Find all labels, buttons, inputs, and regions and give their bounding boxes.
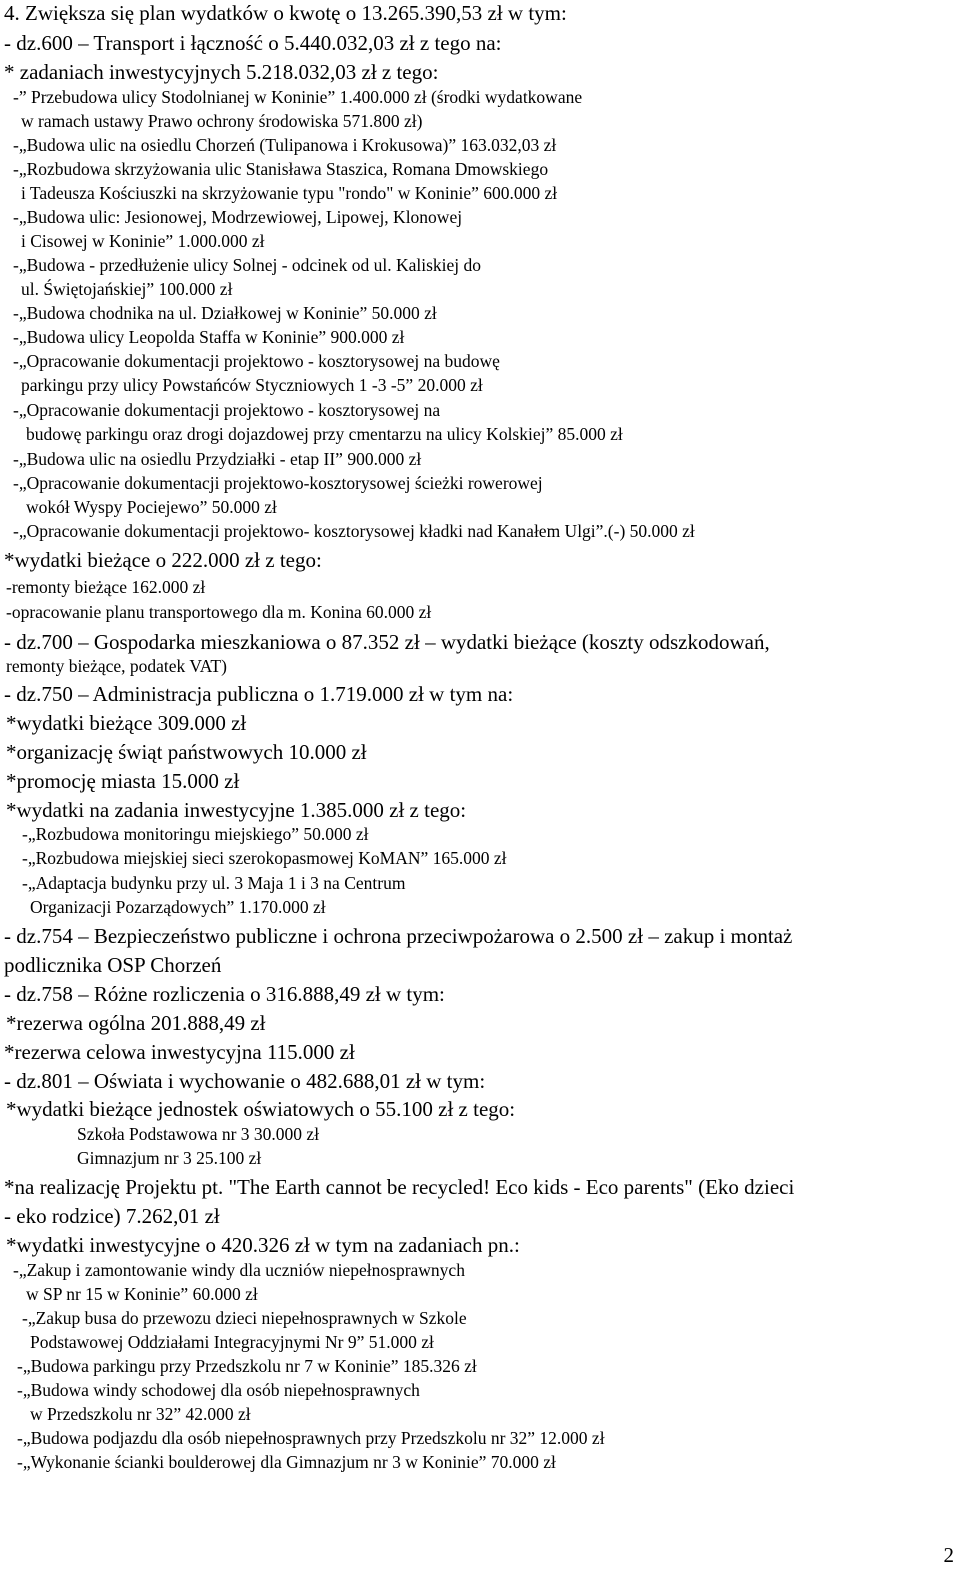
text-line: w ramach ustawy Prawo ochrony środowiska 571.800 zł) bbox=[21, 111, 423, 131]
text-line: w Przedszkolu nr 32” 42.000 zł bbox=[30, 1404, 251, 1424]
text-line: -„Budowa parkingu przy Przedszkolu nr 7 w Koninie” 185.326 zł bbox=[17, 1356, 477, 1376]
text-line: 4. Zwiększa się plan wydatków o kwotę o 13.265.390,53 zł w tym: bbox=[4, 1, 567, 25]
text-line: -„Adaptacja budynku przy ul. 3 Maja 1 i 3 na Centrum bbox=[22, 873, 406, 893]
text-line: i Tadeusza Kościuszki na skrzyżowanie typu "rondo" w Koninie” 600.000 zł bbox=[21, 183, 558, 203]
text-line: -„Budowa podjazdu dla osób niepełnosprawnych przy Przedszkolu nr 32” 12.000 zł bbox=[17, 1428, 605, 1448]
text-line: *wydatki bieżące o 222.000 zł z tego: bbox=[4, 548, 322, 572]
text-line: - dz.750 – Administracja publiczna o 1.719.000 zł w tym na: bbox=[4, 682, 514, 706]
text-line: parkingu przy ulicy Powstańców Styczniowych 1 -3 -5” 20.000 zł bbox=[21, 375, 483, 395]
text-line: -„Budowa ulic na osiedlu Chorzeń (Tulipanowa i Krokusowa)” 163.032,03 zł bbox=[13, 135, 557, 155]
text-line: *wydatki inwestycyjne o 420.326 zł w tym na zadaniach pn.: bbox=[6, 1233, 520, 1257]
text-line: *promocję miasta 15.000 zł bbox=[6, 769, 240, 793]
text-line: -remonty bieżące 162.000 zł bbox=[6, 577, 206, 597]
text-line: *organizację świąt państwowych 10.000 zł bbox=[6, 740, 367, 764]
text-line: *rezerwa celowa inwestycyjna 115.000 zł bbox=[4, 1040, 355, 1064]
text-line: -„Rozbudowa skrzyżowania ulic Stanisława Staszica, Romana Dmowskiego bbox=[13, 159, 549, 179]
text-line: -„Budowa chodnika na ul. Działkowej w Koninie” 50.000 zł bbox=[13, 303, 437, 323]
text-line: - dz.801 – Oświata i wychowanie o 482.688,01 zł w tym: bbox=[4, 1069, 486, 1093]
text-line: -„Zakup busa do przewozu dzieci niepełnosprawnych w Szkole bbox=[22, 1308, 467, 1328]
text-line: *wydatki bieżące jednostek oświatowych o 55.100 zł z tego: bbox=[6, 1097, 516, 1121]
text-line: -„Opracowanie dokumentacji projektowo- kosztorysowej kładki nad Kanałem Ulgi”.(-) 50.000 zł bbox=[13, 521, 695, 541]
text-line: -„Budowa ulicy Leopolda Staffa w Koninie” 900.000 zł bbox=[13, 327, 405, 347]
text-line: Podstawowej Oddziałami Integracyjnymi Nr 9” 51.000 zł bbox=[30, 1332, 434, 1352]
text-line: podlicznika OSP Chorzeń bbox=[4, 953, 222, 977]
text-line: - dz.600 – Transport i łączność o 5.440.032,03 zł z tego na: bbox=[4, 31, 502, 55]
text-line: -„Opracowanie dokumentacji projektowo-kosztorysowej ścieżki rowerowej bbox=[13, 473, 543, 493]
text-line: -„Wykonanie ścianki boulderowej dla Gimnazjum nr 3 w Koninie” 70.000 zł bbox=[17, 1452, 556, 1472]
text-line: Szkoła Podstawowa nr 3 30.000 zł bbox=[77, 1124, 320, 1144]
text-line: -opracowanie planu transportowego dla m. Konina 60.000 zł bbox=[6, 602, 432, 622]
text-line: - dz.758 – Różne rozliczenia o 316.888,49 zł w tym: bbox=[4, 982, 445, 1006]
text-line: *rezerwa ogólna 201.888,49 zł bbox=[6, 1011, 266, 1035]
text-line: Organizacji Pozarządowych” 1.170.000 zł bbox=[30, 897, 326, 917]
text-line: - eko rodzice) 7.262,01 zł bbox=[4, 1204, 220, 1228]
text-line: -„Zakup i zamontowanie windy dla uczniów niepełnosprawnych bbox=[13, 1260, 465, 1280]
text-line: -„Budowa ulic na osiedlu Przydziałki - etap II” 900.000 zł bbox=[13, 449, 422, 469]
text-line: -„Rozbudowa monitoringu miejskiego” 50.000 zł bbox=[22, 824, 369, 844]
text-line: i Cisowej w Koninie” 1.000.000 zł bbox=[21, 231, 265, 251]
text-line: w SP nr 15 w Koninie” 60.000 zł bbox=[26, 1284, 258, 1304]
text-line: Gimnazjum nr 3 25.100 zł bbox=[77, 1148, 262, 1168]
text-line: - dz.700 – Gospodarka mieszkaniowa o 87.352 zł – wydatki bieżące (koszty odszkodowań, bbox=[4, 630, 770, 654]
page-number: 2 bbox=[943, 1543, 954, 1567]
text-line: -„Opracowanie dokumentacji projektowo - kosztorysowej na bbox=[13, 400, 441, 420]
text-line: -„Budowa windy schodowej dla osób niepełnosprawnych bbox=[17, 1380, 420, 1400]
text-line: *wydatki na zadania inwestycyjne 1.385.000 zł z tego: bbox=[6, 798, 467, 822]
text-line: -„Opracowanie dokumentacji projektowo - kosztorysowej na budowę bbox=[13, 351, 500, 371]
text-line: -„Rozbudowa miejskiej sieci szerokopasmowej KoMAN” 165.000 zł bbox=[22, 848, 507, 868]
text-line: *na realizację Projektu pt. "The Earth cannot be recycled! Eco kids - Eco parents" (Eko dzieci bbox=[4, 1175, 795, 1199]
text-line: *wydatki bieżące 309.000 zł bbox=[6, 711, 247, 735]
text-line: remonty bieżące, podatek VAT) bbox=[6, 656, 227, 676]
text-line: -„Budowa ulic: Jesionowej, Modrzewiowej, Lipowej, Klonowej bbox=[13, 207, 463, 227]
text-line: -„Budowa - przedłużenie ulicy Solnej - odcinek od ul. Kaliskiej do bbox=[13, 255, 481, 275]
text-line: - dz.754 – Bezpieczeństwo publiczne i ochrona przeciwpożarowa o 2.500 zł – zakup i montaż bbox=[4, 924, 793, 948]
text-line: ul. Świętojańskiej” 100.000 zł bbox=[21, 279, 233, 299]
text-line: wokół Wyspy Pociejewo” 50.000 zł bbox=[26, 497, 277, 517]
text-line: -” Przebudowa ulicy Stodolnianej w Koninie” 1.400.000 zł (środki wydatkowane bbox=[13, 87, 583, 107]
text-line: budowę parkingu oraz drogi dojazdowej przy cmentarzu na ulicy Kolskiej” 85.000 zł bbox=[26, 424, 623, 444]
text-line: * zadaniach inwestycyjnych 5.218.032,03 zł z tego: bbox=[4, 60, 439, 84]
